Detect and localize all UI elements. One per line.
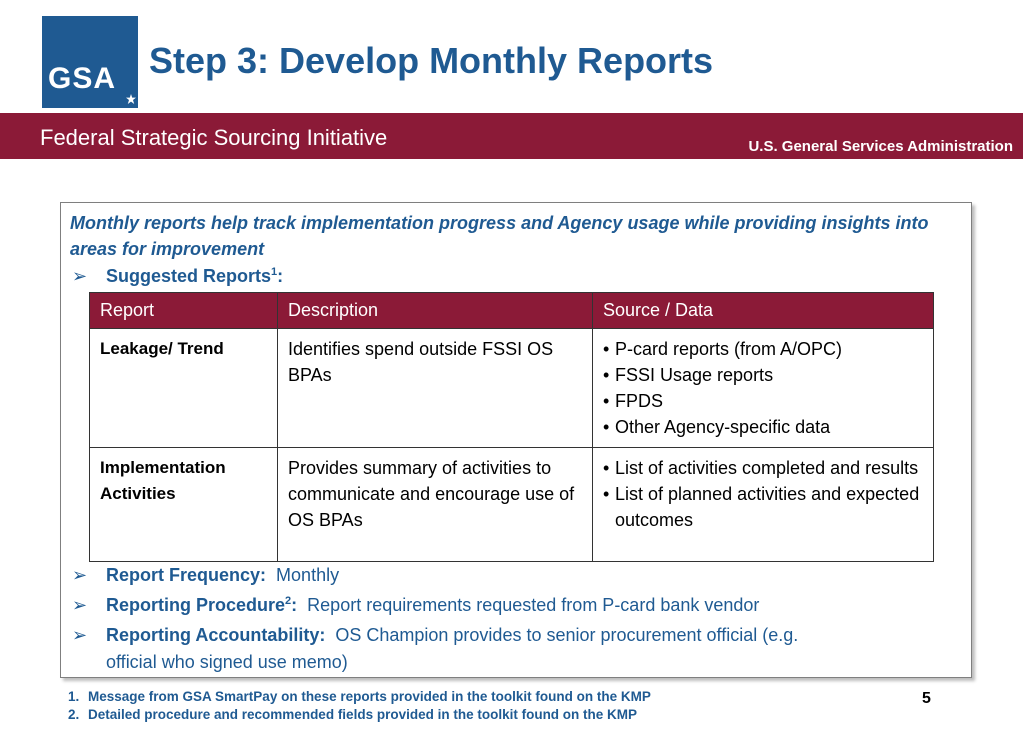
table-row (90, 448, 934, 562)
banner-left-text: Federal Strategic Sourcing Initiative (40, 125, 388, 150)
footnote: 1. Message from GSA SmartPay on these reports provided in the toolkit found on the KMP (68, 689, 651, 704)
reporting-procedure-line: ➢ Reporting Procedure$^2$: Report requirements requested from P-card bank vendor (72, 595, 760, 615)
arrow-bullet-icon: ➢ (72, 565, 88, 585)
table-header-row (90, 293, 934, 329)
gsa-logo (42, 16, 138, 108)
report-description: Identifies spend outside FSSI OS BPAs (278, 329, 593, 448)
report-sources (593, 329, 934, 448)
header-source: Source / Data (593, 293, 934, 329)
suggested-reports-heading: ➢ Suggested Reports$^1$: (72, 266, 284, 286)
source-item: • List of planned activities and expected outcomes (603, 481, 923, 533)
logo-text: GSA (48, 62, 117, 95)
report-frequency-line: ➢ Report Frequency: Monthly (72, 565, 340, 585)
header-report: Report (90, 293, 278, 329)
page-number: 5 (922, 690, 931, 707)
footnotes (68, 688, 651, 724)
source-item: • P-card reports (from A/OPC) (603, 336, 923, 362)
source-item: • Other Agency-specific data (603, 414, 923, 440)
banner (0, 113, 1023, 159)
arrow-bullet-icon: ➢ (72, 625, 88, 645)
report-name: Implementation Activities (90, 448, 278, 562)
reports-table (89, 292, 934, 562)
star-icon (126, 94, 136, 104)
report-sources (593, 448, 934, 562)
source-item: • List of activities completed and results (603, 455, 923, 481)
table-row (90, 329, 934, 448)
report-name: Leakage/ Trend (90, 329, 278, 448)
intro-text: Monthly reports help track implementation progress and Agency usage while providing insights into areas for improvement (70, 213, 929, 259)
footnote: 2. Detailed procedure and recommended fields provided in the toolkit found on the KMP (68, 707, 638, 722)
report-description: Provides summary of activities to communicate and encourage use of OS BPAs (278, 448, 593, 562)
arrow-bullet-icon: ➢ (72, 595, 88, 615)
reporting-accountability-continued: official who signed use memo) (106, 652, 348, 672)
source-item: • FSSI Usage reports (603, 362, 923, 388)
arrow-bullet-icon: ➢ (72, 266, 88, 286)
page-title: Step 3: Develop Monthly Reports (149, 40, 714, 81)
source-item: • FPDS (603, 388, 923, 414)
reporting-accountability-line: ➢ Reporting Accountability: OS Champion provides to senior procurement official (e.g. (72, 625, 799, 645)
header-description: Description (278, 293, 593, 329)
banner-right-text: U.S. General Services Administration (748, 138, 1013, 155)
